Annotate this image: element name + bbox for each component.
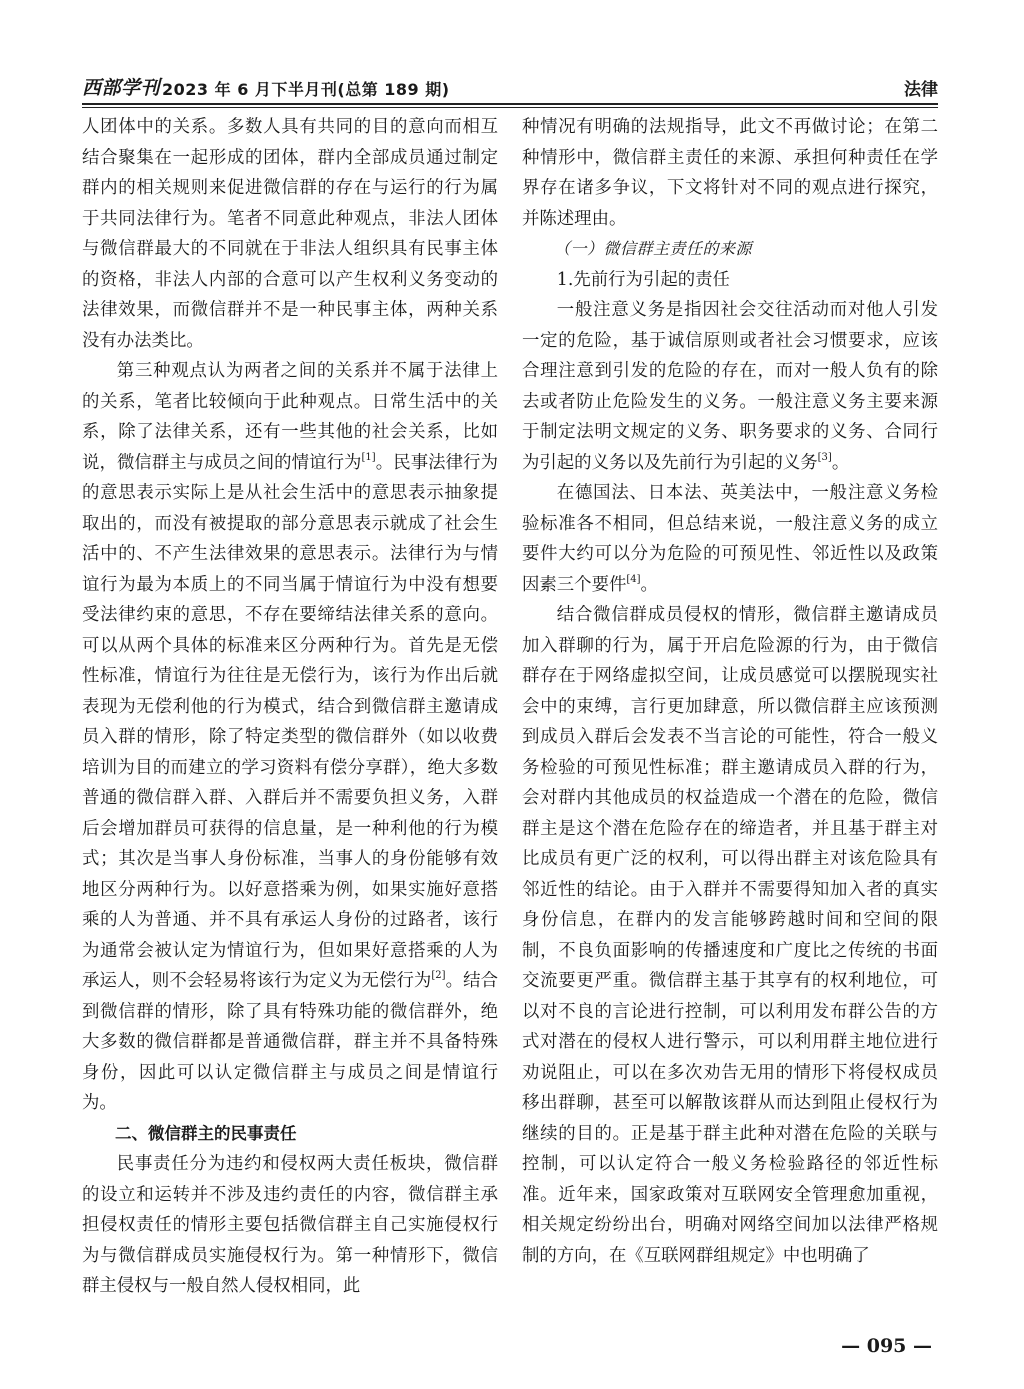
paragraph: 第三种观点认为两者之间的关系并不属于法律上的关系，笔者比较倾向于此种观点。日常生活中的关系，除了法律关系，还有一些其他的社会关系，比如说，微信群主与成员之间的情谊行为[1]。民事法律行为的意思表示实际上是从社会生活中的意思表示抽象提取出的，而没有被提取的部分意思表示就成了社会生活中的、不产生法律效果的意思表示。法律行为与情谊行为最为本质上的不同当属于情谊行为中没有想要受法律约束的意思，不存在要缔结法律关系的意向。可以从两个具体的标准来区分两种行为。首先是无偿性标准，情谊行为往往是无偿行为，该行为作出后就表现为无偿利他的行为模式，结合到微信群主邀请成员入群的情形，除了特定类型的微信群外（如以收费培训为目的而建立的学习资料有偿分享群），绝大多数普通的微信群入群、入群后并不需要负担义务，入群后会增加群员可获得的信息量，是一种利他的行为模式；其次是当事人身份标准，当事人的身份能够有效地区分两种行为。以好意搭乘为例，如果实施好意搭乘的人为普通、并不具有承运人身份的过路者，该行为通常会被认定为情谊行为，但如果好意搭乘的人为承运人，则不会轻易将该行为定义为无偿行为[2]。结合到微信群的情形，除了具有特殊功能的微信群外，绝大多数的微信群都是普通微信群，群主并不具备特殊身份，因此可以认定微信群主与成员之间是情谊行为。: [82, 361, 498, 1113]
left-column: [82, 112, 498, 1302]
journal-logo: 西部学刊: [82, 77, 161, 99]
issue-info: 2023 年 6 月下半月刊(总第 189 期): [162, 80, 450, 99]
citation: [1]: [361, 451, 376, 463]
paragraph: 在德国法、日本法、英美法中，一般注意义务检验标准各不相同，但总结来说，一般注意义务的成立要件大约可以分为危险的可预见性、邻近性以及政策因素三个要件[4]。: [522, 483, 938, 595]
citation: [3]: [817, 451, 832, 463]
right-column: [522, 112, 938, 1271]
header-rule-thin: [82, 107, 938, 108]
running-header: [82, 72, 938, 100]
header-rule: [82, 103, 938, 105]
citation: [4]: [626, 573, 641, 585]
section-label: 法律: [904, 80, 938, 100]
sub-subsection-heading: 1.先前行为引起的责任: [556, 269, 730, 290]
subsection-heading: （一）微信群主责任的来源: [554, 239, 753, 258]
paragraph: 人团体中的关系。多数人具有共同的目的意向而相互结合聚集在一起形成的团体，群内全部成员通过制定群内的相关规则来促进微信群的存在与运行的行为属于共同法律行为。笔者不同意此种观点，非法人团体与微信群最大的不同就在于非法人组织具有民事主体的资格，非法人内部的合意可以产生权利义务变动的法律效果，而微信群并不是一种民事主体，两种关系没有办法类比。: [82, 117, 498, 351]
paragraph: 种情况有明确的法规指导，此文不再做讨论；在第二种情形中，微信群主责任的来源、承担何种责任在学界存在诸多争议，下文将针对不同的观点进行探究，并陈述理由。: [522, 117, 938, 229]
paragraph: 结合微信群成员侵权的情形，微信群主邀请成员加入群聊的行为，属于开启危险源的行为，由于微信群存在于网络虚拟空间，让成员感觉可以摆脱现实社会中的束缚，言行更加肆意，所以微信群主应该预测到成员入群后会发表不当言论的可能性，符合一般义务检验的可预见性标准；群主邀请成员入群的行为，会对群内其他成员的权益造成一个潜在的危险，微信群主是这个潜在危险存在的缔造者，并且基于群主对比成员有更广泛的权利，可以得出群主对该危险具有邻近性的结论。由于入群并不需要得知加入者的真实身份信息，在群内的发言能够跨越时间和空间的限制，不良负面影响的传播速度和广度比之传统的书面交流要更严重。微信群主基于其享有的权利地位，可以对不良的言论进行控制，可以利用发布群公告的方式对潜在的侵权人进行警示，可以利用群主地位进行劝说阻止，可以在多次劝告无用的情形下将侵权成员移出群聊，甚至可以解散该群从而达到阻止侵权行为继续的目的。正是基于群主此种对潜在危险的关联与控制，可以认定符合一般义务检验路径的邻近性标准。近年来，国家政策对互联网安全管理愈加重视，相关规定纷纷出台，明确对网络空间加以法律严格规制的方向，在《互联网群组规定》中也明确了: [522, 605, 938, 1266]
citation: [2]: [431, 970, 446, 981]
paragraph: 一般注意义务是指因社会交往活动而对他人引发一定的危险，基于诚信原则或者社会习惯要求，应该合理注意到引发的危险的存在，而对一般人负有的除去或者防止危险发生的义务。一般注意义务主要来源于制定法明文规定的义务、职务要求的义务、合同行为引起的义务以及先前行为引起的义务[3]。: [522, 300, 938, 473]
page-number: — 095 —: [841, 1335, 932, 1357]
section-heading: 二、微信群主的民事责任: [115, 1123, 297, 1143]
journal-info: [82, 73, 450, 100]
paragraph: 民事责任分为违约和侵权两大责任板块，微信群的设立和运转并不涉及违约责任的内容，微信群主承担侵权责任的情形主要包括微信群主自己实施侵权行为与微信群成员实施侵权行为。第一种情形下，微信群主侵权与一般自然人侵权相同，此: [82, 1154, 498, 1296]
